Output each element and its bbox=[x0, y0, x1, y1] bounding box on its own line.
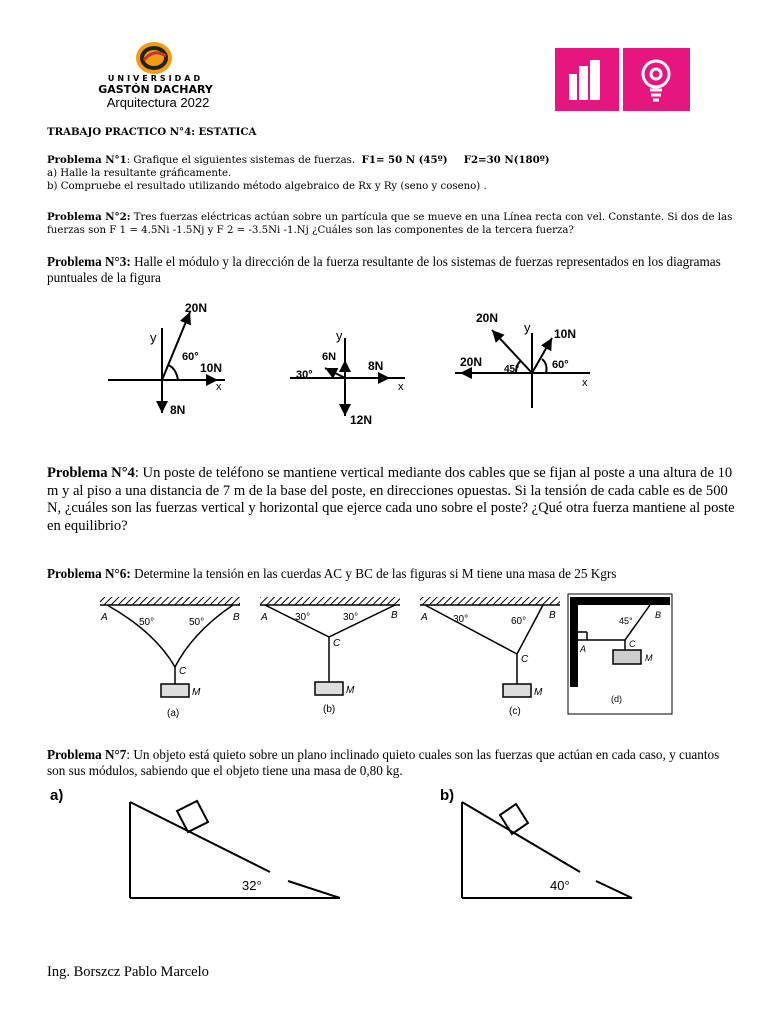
fb-a2: 30° bbox=[343, 612, 359, 623]
fa-M: M bbox=[192, 687, 201, 698]
course-label: Arquitectura 2022 bbox=[106, 95, 210, 110]
problem-7 bbox=[47, 747, 737, 779]
tension-figures bbox=[95, 592, 675, 720]
p3-text: Halle el módulo y la dirección de la fuerza resultante de los sistemas de fuerzas representados en los diagramas puntuales de la figura bbox=[47, 254, 721, 285]
d3-f1: 20N bbox=[476, 311, 499, 325]
fa-a1: 50° bbox=[139, 617, 155, 628]
problem-6 bbox=[47, 566, 737, 582]
d3-x: x bbox=[582, 377, 588, 389]
p1-f1: F1= 50 N (45º) bbox=[361, 154, 448, 166]
incline-figures bbox=[40, 780, 670, 905]
fa-C: C bbox=[179, 666, 187, 677]
p1-f2: F2=30 N(180º) bbox=[463, 154, 550, 166]
p4-text: : Un poste de teléfono se mantiene vertical mediante dos cables que se fijan al poste a una altura de 10 m y al piso a una distancia de 7 m de la base del poste, en direcciones opuestas. Si la tensión de cada cable es de 500 N, ¿cuáles son las fuerzas vertical y horizontal que ejerce cada uno sobre el poste? ¿Qué otra fuerza mantiene al poste en equilibrio? bbox=[47, 465, 735, 534]
p6-label: Problema N°6: bbox=[47, 566, 131, 581]
p1-b: b) Compruebe el resultado utilizando método algebraico de Rx y Ry (seno y coseno) . bbox=[47, 181, 487, 192]
fa-B: B bbox=[233, 612, 240, 623]
footer-author: Ing. Borszcz Pablo Marcelo bbox=[47, 964, 209, 980]
p2-text: Tres fuerzas eléctricas actúan sobre un partícula que se mueve en una Línea recta con vel. Constante. Si dos de las fuerzas son F 1 = 4.5Ni -1.5Nj y F 2 = -3.5Ni -1.Nj ¿Cuáles son las componentes de la tercera fuerza? bbox=[47, 212, 733, 236]
university-line1: UNIVERSIDAD bbox=[107, 74, 204, 83]
d3-f3: 10N bbox=[554, 327, 577, 341]
force-diagrams bbox=[100, 298, 610, 433]
fd-C: C bbox=[629, 639, 636, 649]
page-title: TRABAJO PRACTICO N°4: ESTATICA bbox=[47, 126, 257, 138]
fb-M: M bbox=[346, 685, 355, 696]
d3-ang1: 45° bbox=[504, 364, 520, 375]
d3-y: y bbox=[524, 320, 531, 335]
d1-f2: 10N bbox=[200, 361, 223, 375]
fc-M: M bbox=[534, 687, 543, 698]
fd-a1: 45° bbox=[619, 616, 633, 626]
fc-tag: (c) bbox=[509, 706, 521, 717]
p1-label: Problema N°1 bbox=[47, 154, 127, 166]
d2-f1: 6N bbox=[322, 351, 337, 363]
p7-label: Problema N°7 bbox=[47, 747, 127, 762]
d1-ang: 60° bbox=[182, 351, 199, 363]
d2-ang: 30° bbox=[296, 369, 313, 381]
d2-f2: 8N bbox=[368, 359, 384, 373]
fb-A: A bbox=[261, 612, 268, 623]
problem-4 bbox=[47, 465, 737, 535]
problem-1 bbox=[47, 154, 737, 193]
fb-a1: 30° bbox=[295, 612, 311, 623]
figure-c bbox=[420, 597, 560, 697]
university-logo bbox=[78, 40, 238, 112]
p2-label: Problema N°2: bbox=[47, 211, 131, 223]
fc-a1: 30° bbox=[453, 614, 469, 625]
fd-M: M bbox=[645, 653, 653, 663]
fb-tag: (b) bbox=[323, 704, 336, 715]
fb-C: C bbox=[333, 638, 341, 649]
p6-text: Determine la tensión en las cuerdas AC y BC de las figuras si M tiene una masa de 25 Kgrs bbox=[130, 566, 617, 581]
fig-b-angle: 40° bbox=[550, 878, 570, 893]
fig-a-angle: 32° bbox=[242, 878, 262, 893]
d3-ang2: 60° bbox=[552, 359, 569, 371]
d1-y: y bbox=[150, 330, 157, 345]
fa-a2: 50° bbox=[189, 617, 205, 628]
d1-x: x bbox=[216, 381, 222, 393]
fc-C: C bbox=[521, 654, 529, 665]
university-line2: GASTÓN DACHARY bbox=[98, 83, 213, 96]
fb-B: B bbox=[391, 610, 398, 621]
force-diagram-3 bbox=[455, 330, 590, 408]
d2-f3: 12N bbox=[350, 413, 373, 427]
d1-f3: 8N bbox=[170, 403, 186, 417]
d3-f2: 20N bbox=[460, 355, 483, 369]
fc-A: A bbox=[421, 612, 428, 623]
fig-b-tag: b) bbox=[440, 787, 455, 804]
figure-a bbox=[100, 597, 240, 697]
p1-text: : Grafique el siguientes sistemas de fuerzas. bbox=[126, 155, 356, 166]
brand-logo bbox=[555, 48, 690, 111]
figure-b bbox=[260, 597, 400, 695]
d1-f1: 20N bbox=[185, 301, 208, 315]
p3-label: Problema N°3: bbox=[47, 254, 131, 269]
fig-a-tag: a) bbox=[50, 787, 64, 804]
incline-a bbox=[130, 801, 340, 898]
d2-x: x bbox=[398, 381, 404, 393]
d2-y: y bbox=[336, 328, 343, 343]
problem-2 bbox=[47, 211, 737, 237]
fd-B: B bbox=[655, 610, 662, 620]
fd-A: A bbox=[580, 644, 587, 654]
fc-B: B bbox=[549, 610, 556, 621]
fc-a2: 60° bbox=[511, 616, 527, 627]
fa-A: A bbox=[101, 612, 108, 623]
problem-3 bbox=[47, 254, 737, 286]
fd-tag: (d) bbox=[611, 694, 622, 704]
fa-tag: (a) bbox=[167, 708, 180, 719]
p4-label: Problema N°4 bbox=[47, 465, 135, 481]
incline-b bbox=[462, 802, 632, 898]
p7-text: : Un objeto está quieto sobre un plano inclinado quieto cuales son las fuerzas que actúan en cada caso, y cuantos son sus módulos, sabiendo que el objeto tiene una masa de 0,80 kg. bbox=[47, 747, 720, 778]
p1-a: a) Halle la resultante gráficamente. bbox=[47, 168, 232, 179]
